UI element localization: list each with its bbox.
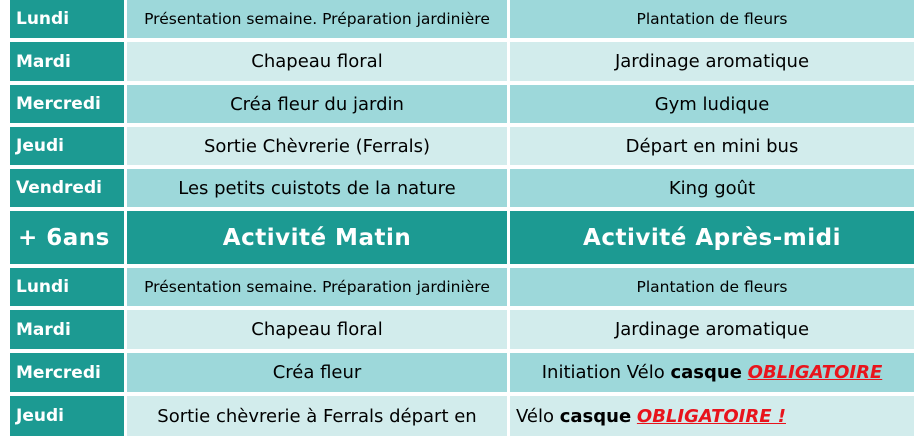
morning-activity: Sortie chèvrerie à Ferrals départ en — [127, 396, 507, 436]
table-row — [10, 0, 914, 38]
day-label: Lundi — [10, 268, 124, 306]
day-label: Mardi — [10, 310, 124, 349]
day-label: Jeudi — [10, 127, 124, 165]
morning-activity: Présentation semaine. Préparation jardinière — [127, 268, 507, 306]
morning-activity: Créa fleur — [127, 353, 507, 392]
morning-column-header: Activité Matin — [127, 211, 507, 264]
afternoon-activity-text: Vélo — [516, 405, 560, 427]
afternoon-activity: King goût — [510, 169, 914, 207]
morning-activity: Présentation semaine. Préparation jardinière — [127, 0, 507, 38]
afternoon-activity: Jardinage aromatique — [510, 42, 914, 81]
day-label: Vendredi — [10, 169, 124, 207]
morning-activity: Sortie Chèvrerie (Ferrals) — [127, 127, 507, 165]
day-label: Mercredi — [10, 353, 124, 392]
morning-activity: Créa fleur du jardin — [127, 85, 507, 123]
afternoon-activity: Jardinage aromatique — [510, 310, 914, 349]
table-row — [10, 42, 914, 81]
mandatory-warning: OBLIGATOIRE ! — [636, 405, 786, 427]
day-label: Jeudi — [10, 396, 124, 436]
morning-activity: Chapeau floral — [127, 310, 507, 349]
afternoon-activity: Plantation de fleurs — [510, 0, 914, 38]
table-row — [10, 353, 914, 392]
activity-schedule-table — [7, 0, 917, 440]
section-header-row — [10, 211, 914, 264]
morning-activity: Chapeau floral — [127, 42, 507, 81]
age-group-label: + 6ans — [10, 211, 124, 264]
day-label: Mardi — [10, 42, 124, 81]
afternoon-activity: Gym ludique — [510, 85, 914, 123]
afternoon-activity: Départ en mini bus — [510, 127, 914, 165]
table-row — [10, 127, 914, 165]
afternoon-activity — [510, 396, 914, 436]
day-label: Mercredi — [10, 85, 124, 123]
mandatory-warning: OBLIGATOIRE — [747, 362, 883, 383]
afternoon-column-header: Activité Après-midi — [510, 211, 914, 264]
table-row — [10, 268, 914, 306]
afternoon-activity-text: Initiation Vélo — [541, 362, 671, 383]
day-label: Lundi — [10, 0, 124, 38]
afternoon-activity — [510, 353, 914, 392]
helmet-word: casque — [670, 362, 742, 383]
table-row — [10, 169, 914, 207]
table-row — [10, 310, 914, 349]
helmet-word: casque — [559, 405, 632, 427]
table-row — [10, 85, 914, 123]
morning-activity: Les petits cuistots de la nature — [127, 169, 507, 207]
table-row — [10, 396, 914, 436]
afternoon-activity: Plantation de fleurs — [510, 268, 914, 306]
